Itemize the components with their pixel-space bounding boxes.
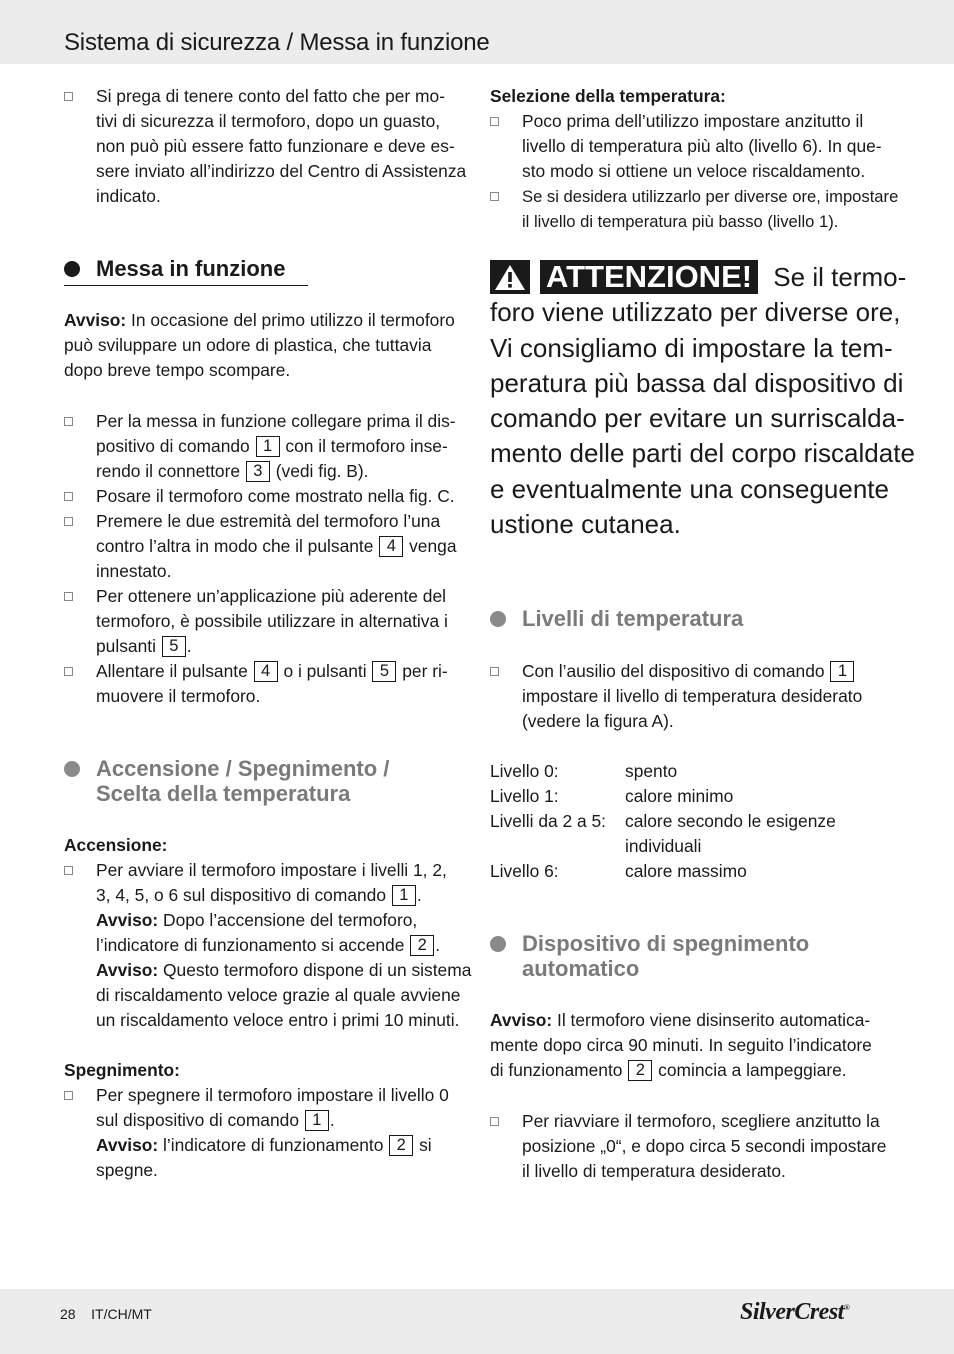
text-line: il livello di temperatura più basso (livello 1). — [522, 212, 839, 231]
part-number-ref: 5 — [372, 661, 396, 682]
part-number-ref: 3 — [246, 461, 270, 482]
bullet-square-icon — [64, 92, 73, 101]
text-part: Allentare il pulsante — [96, 661, 253, 681]
section-bullet-icon — [490, 611, 506, 627]
page-header — [0, 0, 954, 64]
text-line: sto modo si ottiene un veloce riscaldamento. — [522, 161, 866, 181]
heading-livelli: Livelli di temperatura — [522, 606, 744, 631]
text-line: dopo breve tempo scompare. — [64, 360, 291, 380]
text-part: . — [329, 1110, 335, 1130]
text-line: Per ottenere un’applicazione più aderente del — [96, 586, 446, 606]
text-part: . — [435, 935, 441, 955]
text-line: Si prega di tenere conto del fatto che per mo- — [96, 86, 445, 106]
brand-logo — [740, 1299, 849, 1326]
text-line: termoforo, è possibile utilizzare in alternativa i — [96, 611, 448, 631]
registered-mark: ® — [843, 1303, 850, 1312]
level-key: Livelli da 2 a 5: — [490, 811, 607, 831]
text-line: Per avviare il termoforo impostare i livelli 1, 2, — [96, 860, 447, 880]
part-number-ref: 1 — [830, 661, 854, 682]
heading-line: Dispositivo di spegnimento — [522, 931, 810, 956]
avviso-paragraph — [64, 308, 464, 383]
locale-code: IT/CH/MT — [91, 1306, 152, 1322]
bullet-square-icon — [490, 1117, 499, 1126]
level-key: Livello 1: — [490, 786, 559, 806]
text-part: (vedi fig. B). — [270, 461, 369, 481]
bullet-square-icon — [64, 417, 73, 426]
page-title: Sistema di sicurezza / Messa in funzione — [64, 29, 490, 56]
text-line: sere inviato all’indirizzo del Centro di Assistenza — [96, 161, 467, 181]
part-number-ref: 1 — [256, 436, 280, 457]
level-value: calore minimo — [625, 786, 734, 806]
text-line: indicato. — [96, 186, 161, 206]
text-part: Questo termoforo dispone di un sistema — [158, 960, 472, 980]
text-line: Per la messa in funzione collegare prima il dis- — [96, 411, 456, 431]
text-line: innestato. — [96, 561, 172, 581]
text-line: Premere le due estremità del termoforo l’una — [96, 511, 441, 531]
avviso-paragraph — [490, 1008, 890, 1083]
text-part: sul dispositivo di comando — [96, 1110, 304, 1130]
bullet-square-icon — [490, 117, 499, 126]
avviso-label: Avviso: — [96, 960, 159, 980]
avviso-label: Avviso: — [96, 910, 159, 930]
level-value: calore secondo le esigenze — [625, 811, 836, 831]
part-number-ref: 1 — [392, 885, 416, 906]
text-part: l’indicatore di funzionamento — [158, 1135, 389, 1155]
heading-line: automatico — [522, 956, 640, 981]
bullet-square-icon — [64, 866, 73, 875]
section-bullet-icon — [490, 936, 506, 952]
text-line: foro viene utilizzato per diverse ore, — [490, 297, 901, 328]
avviso-label: Avviso: — [96, 1135, 159, 1155]
warning-title: ATTENZIONE! — [540, 260, 758, 294]
text-part: per ri- — [397, 661, 448, 681]
text-line: tivi di sicurezza il termoforo, dopo un guasto, — [96, 111, 441, 131]
text-line: Per riavviare il termoforo, scegliere anzitutto la — [522, 1111, 880, 1131]
text-part: venga — [404, 536, 457, 556]
text-part: positivo di comando — [96, 436, 255, 456]
text-line: muovere il termoforo. — [96, 686, 261, 706]
text-line: posizione „0“, e dopo circa 5 secondi impostare — [522, 1136, 887, 1156]
page-number: 28 — [60, 1306, 76, 1322]
bullet-square-icon — [64, 667, 73, 676]
part-number-ref: 2 — [628, 1060, 652, 1081]
text-part: o i pulsanti — [278, 661, 372, 681]
text-part: 3, 4, 5, o 6 sul dispositivo di comando — [96, 885, 391, 905]
level-value: spento — [625, 761, 678, 781]
text-line: (vedere la figura A). — [522, 711, 674, 731]
heading-auto-off — [522, 931, 809, 981]
label-accensione: Accensione: — [64, 835, 168, 855]
text-part: contro l’altra in modo che il pulsante — [96, 536, 379, 556]
text-line: Se si desidera utilizzarlo per diverse ore, impostare — [522, 187, 899, 206]
level-key: Livello 0: — [490, 761, 559, 781]
bullet-square-icon — [64, 1091, 73, 1100]
heading-line: Scelta della temperatura — [96, 781, 351, 806]
text-line: e eventualmente una conseguente — [490, 473, 889, 504]
text-part: Se il termo- — [766, 262, 907, 292]
level-value: individuali — [625, 836, 702, 856]
text-line: può sviluppare un odore di plastica, che tuttavia — [64, 335, 432, 355]
text-part: Il termoforo viene disinserito automatica- — [552, 1010, 871, 1030]
bullet-square-icon — [490, 192, 499, 201]
levels-table — [490, 759, 890, 884]
section-bullet-icon — [64, 761, 80, 777]
brand-name: SilverCrest — [740, 1299, 844, 1325]
text-line: ustione cutanea. — [490, 509, 681, 540]
text-part: si — [414, 1135, 432, 1155]
text-line: mento delle parti del corpo riscaldate — [490, 438, 915, 469]
part-number-ref: 1 — [305, 1110, 329, 1131]
heading-messa-in-funzione: Messa in funzione — [96, 256, 286, 281]
text-part: di funzionamento — [490, 1060, 628, 1080]
text-line: livello di temperatura più alto (livello 6). In que- — [522, 136, 882, 156]
part-number-ref: 4 — [379, 536, 403, 557]
warning-triangle-icon — [490, 260, 530, 294]
avviso-label: Avviso: — [490, 1010, 553, 1030]
text-line: un riscaldamento veloce entro i primi 10 minuti. — [96, 1010, 460, 1030]
bullet-square-icon — [64, 517, 73, 526]
text-line: peratura più bassa dal dispositivo di — [490, 367, 904, 398]
text-line: di riscaldamento veloce grazie al quale avviene — [96, 985, 461, 1005]
text-part: pulsanti — [96, 636, 161, 656]
text-part: Con l’ausilio del dispositivo di comando — [522, 661, 830, 681]
text-part: l’indicatore di funzionamento si accende — [96, 935, 410, 955]
heading-line: Accensione / Spegnimento / — [96, 756, 390, 781]
page-footer — [0, 1289, 954, 1354]
text-part: rendo il connettore — [96, 461, 245, 481]
text-line: impostare il livello di temperatura desiderato — [522, 686, 863, 706]
bullet-square-icon — [490, 667, 499, 676]
text-line: il livello di temperatura desiderato. — [522, 1161, 786, 1181]
text-line: Vi consigliamo di impostare la tem- — [490, 332, 893, 363]
section-bullet-icon — [64, 261, 80, 277]
text-part: comincia a lampeggiare. — [653, 1060, 847, 1080]
text-part: Dopo l’accensione del termoforo, — [158, 910, 418, 930]
part-number-ref: 2 — [410, 935, 434, 956]
text-part: . — [186, 636, 192, 656]
text-line: Posare il termoforo come mostrato nella fig. C. — [96, 486, 455, 506]
label-spegnimento: Spegnimento: — [64, 1060, 180, 1080]
warning-block — [490, 259, 915, 542]
part-number-ref: 2 — [389, 1135, 413, 1156]
text-line: comando per evitare un surriscalda- — [490, 403, 905, 434]
page-info — [60, 1306, 152, 1322]
heading-underline — [64, 285, 308, 286]
level-key: Livello 6: — [490, 861, 559, 881]
level-value: calore massimo — [625, 861, 747, 881]
part-number-ref: 5 — [162, 636, 186, 657]
text-line: Per spegnere il termoforo impostare il livello 0 — [96, 1085, 449, 1105]
heading-accensione — [96, 756, 389, 806]
text-part: con il termoforo inse- — [280, 436, 448, 456]
avviso-label: Avviso: — [64, 310, 127, 330]
text-line: non può più essere fatto funzionare e deve es- — [96, 136, 455, 156]
text-line: Poco prima dell’utilizzo impostare anzitutto il — [522, 111, 864, 131]
text-part: . — [416, 885, 422, 905]
text-line: mente dopo circa 90 minuti. In seguito l’indicatore — [490, 1035, 872, 1055]
label-selezione: Selezione della temperatura: — [490, 86, 726, 106]
part-number-ref: 4 — [254, 661, 278, 682]
text-line: In occasione del primo utilizzo il termoforo — [126, 310, 455, 330]
text-line: spegne. — [96, 1160, 158, 1180]
bullet-square-icon — [64, 592, 73, 601]
bullet-square-icon — [64, 492, 73, 501]
